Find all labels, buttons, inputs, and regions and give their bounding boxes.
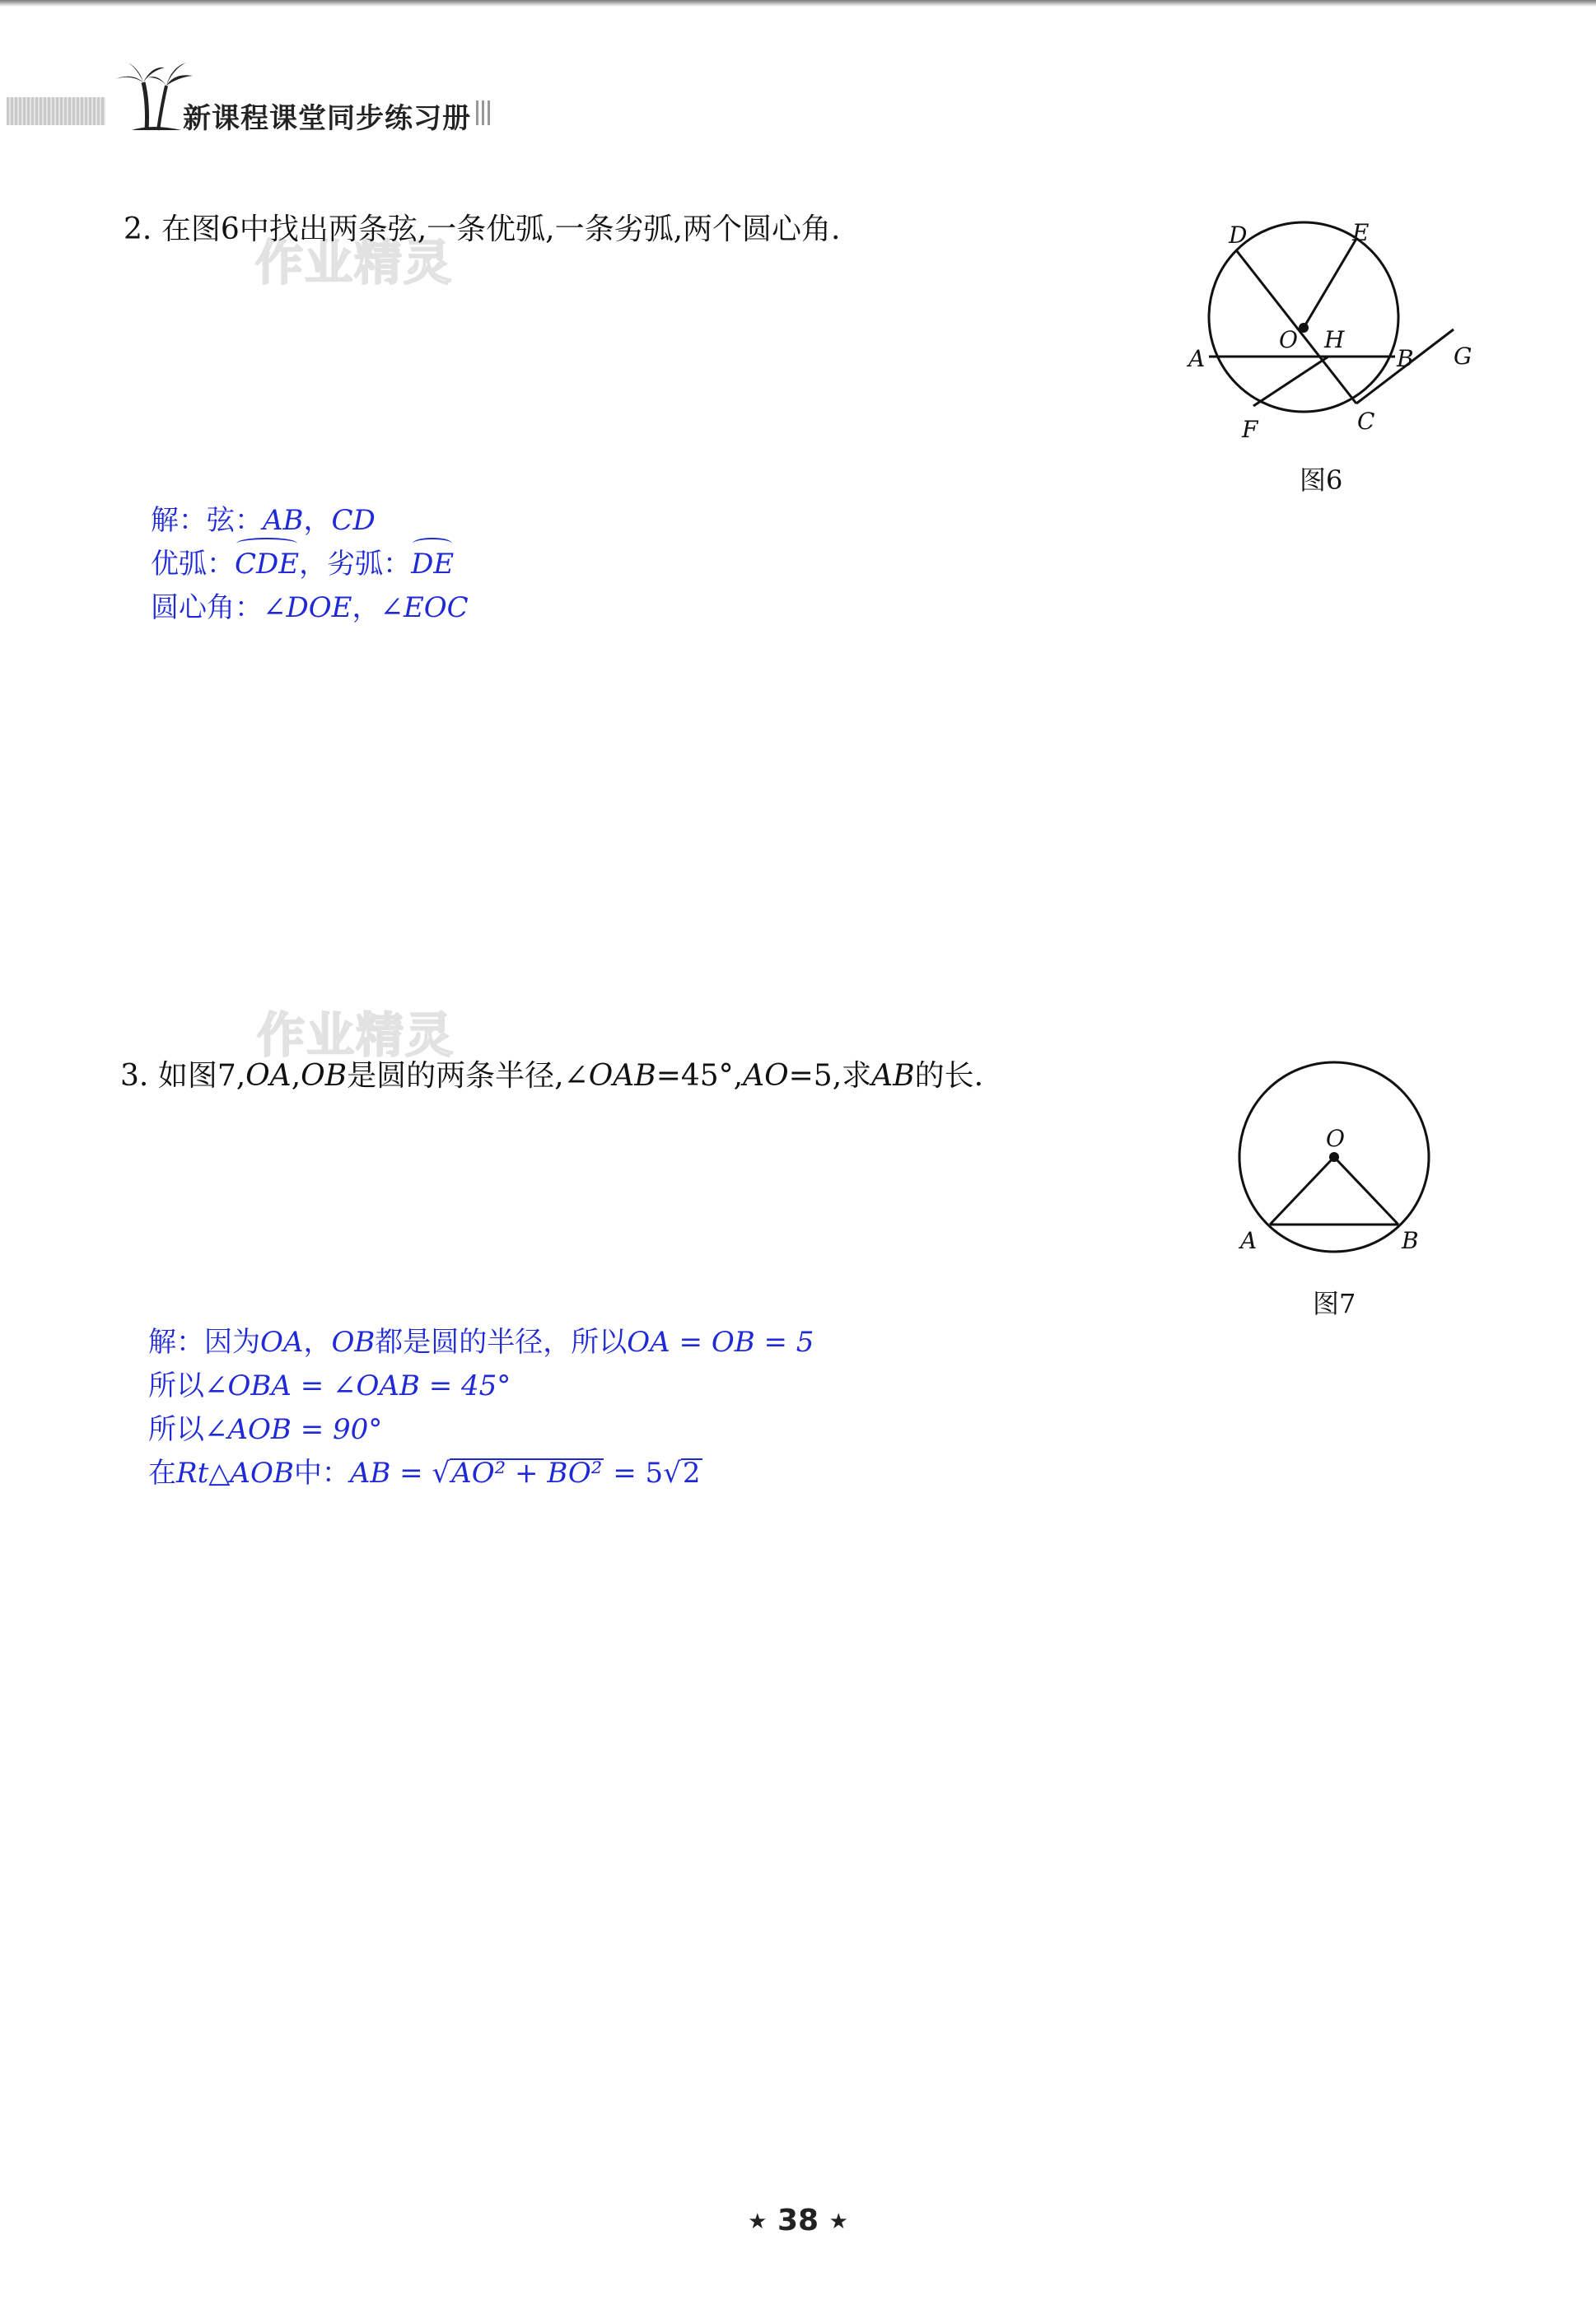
answer-3: [148, 1321, 814, 1495]
radius-oa: [1270, 1157, 1334, 1225]
label-a: A: [1240, 1227, 1258, 1254]
figure-6-caption: 图6: [1300, 464, 1343, 496]
book-title: 新课程课堂同步练习册: [183, 102, 471, 135]
label-o: O: [1279, 326, 1298, 353]
header-stripe: [7, 97, 105, 125]
answer-3-line-2: 所以∠OBA = ∠OAB = 45°: [148, 1369, 511, 1402]
center-point: [1299, 323, 1309, 333]
label-e: E: [1352, 219, 1370, 246]
figure-7: [1219, 1054, 1466, 1268]
answer-2-line-3: 圆心角：∠DOE，∠EOC: [151, 591, 469, 624]
sqrt-two: 2: [682, 1457, 701, 1490]
question-2: [124, 206, 841, 248]
answer-2-line-2: 优弧：CDE，劣弧：DE: [151, 543, 469, 586]
answer-2-line-1: 解：弦：AB，CD: [151, 504, 376, 537]
label-g: G: [1454, 343, 1472, 370]
figure-7-caption: 图7: [1313, 1288, 1356, 1319]
label-a: A: [1188, 345, 1206, 372]
major-arc: CDE: [235, 543, 299, 586]
question-3: 3. 如图7,OA,OB是圆的两条半径,∠OAB=45°,AO=5,求AB的长.: [120, 1059, 984, 1093]
star-icon: ★: [748, 2209, 768, 2234]
page-number: ★ 38 ★: [748, 2204, 848, 2237]
question-number: 3.: [120, 1059, 149, 1093]
watermark: 作业精灵: [255, 235, 454, 291]
label-b: B: [1402, 1227, 1419, 1254]
watermark: 作业精灵: [257, 1007, 455, 1063]
label-f: F: [1242, 416, 1258, 443]
circle: [1209, 222, 1398, 412]
radius-ob: [1334, 1157, 1398, 1225]
answer-3-line-1: 解：因为OA，OB都是圆的半径，所以OA = OB = 5: [148, 1326, 814, 1359]
answer-3-line-3: 所以∠AOB = 90°: [148, 1413, 383, 1446]
radius-oe: [1304, 239, 1356, 328]
label-c: C: [1357, 408, 1375, 435]
figure-6: [1169, 206, 1499, 453]
label-h: H: [1324, 326, 1345, 353]
answer-3-line-4: 在Rt△AOB中：AB = √AO² + BO² = 5√2: [148, 1457, 701, 1490]
question-text: 在图6中找出两条弦,一条优弧,一条劣弧,两个圆心角.: [161, 212, 841, 246]
sqrt-expression: AO² + BO²: [451, 1457, 603, 1490]
label-b: B: [1397, 345, 1414, 372]
center-point: [1329, 1152, 1339, 1162]
question-number: 2.: [124, 212, 152, 246]
page-top-edge: [0, 0, 1596, 7]
label-d: D: [1229, 222, 1248, 249]
segment-hf: [1253, 357, 1328, 406]
header-bars: [476, 100, 492, 125]
answer-2: [151, 499, 469, 630]
star-icon: ★: [828, 2209, 848, 2234]
minor-arc: DE: [411, 543, 454, 586]
label-o: O: [1326, 1125, 1345, 1152]
